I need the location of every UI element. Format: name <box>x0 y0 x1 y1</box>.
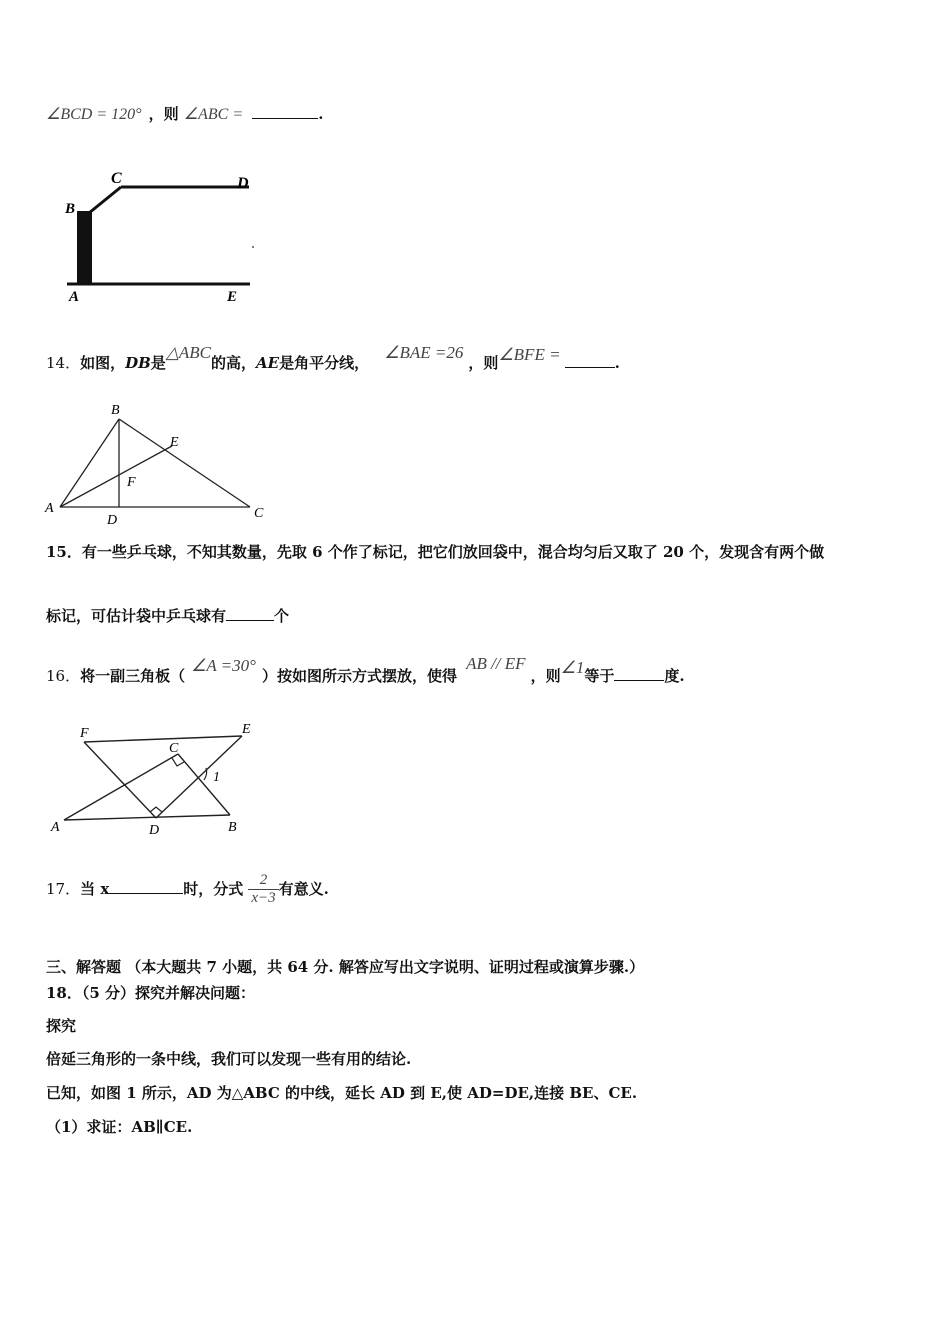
q16-line-fe <box>84 736 242 742</box>
q17-text-3: 有意义. <box>278 880 329 898</box>
q13-then: ，则 <box>148 105 179 123</box>
q18-line-4: 已知，如图 1 所示，AD 为△ABC 的中线，延长 AD 到 E,使 AD=DE,连接 BE、CE. <box>46 1084 638 1102</box>
q16-text-4: 等于 <box>584 667 615 685</box>
q17-answer-blank[interactable] <box>109 879 183 894</box>
q14-text-3: 的高， <box>211 354 257 372</box>
q16-line-cb <box>178 754 230 815</box>
q14-number: 14． <box>46 354 81 372</box>
q13-end: . <box>318 105 324 123</box>
q14-text-1: 如图， <box>80 354 126 372</box>
q14-end: . <box>614 354 620 372</box>
q14-db: DB <box>125 354 151 372</box>
q16-figure <box>48 718 263 840</box>
q18-line-5: （1）求证：AB∥CE. <box>46 1118 193 1136</box>
q16-text-2: ）按如图所示方式摆放，使得 <box>261 667 457 685</box>
q17-frac-numerator: 2 <box>248 872 278 890</box>
q18-line-3: 倍延三角形的一条中线，我们可以发现一些有用的结论. <box>46 1050 412 1068</box>
q16-label-b: B <box>228 820 237 835</box>
q16-line-ab <box>64 815 230 820</box>
q14-text-5: ，则 <box>468 354 499 372</box>
q14-text-2: 是 <box>150 354 166 372</box>
q16-text-1: 将一副三角板（ <box>80 667 186 685</box>
q18-line-1: 18．（5 分）探究并解决问题： <box>46 984 256 1002</box>
q13-pillar <box>77 211 92 285</box>
q14-angle-given: ∠BAE =26 <box>384 343 464 362</box>
q14-triangle: △ABC <box>165 343 211 362</box>
q13-text <box>46 103 323 124</box>
q16-angle-a: ∠A =30° <box>191 656 256 675</box>
q17-number: 17． <box>46 880 81 898</box>
q16-text <box>46 654 685 686</box>
q14-side-bc <box>119 419 250 507</box>
q14-bisector-ae <box>60 446 172 507</box>
q16-text-3: ，则 <box>530 667 561 685</box>
q16-parallel: AB // EF <box>466 654 526 673</box>
section-3-title: 三、解答题 （本大题共 7 小题，共 64 分. 解答应写出文字说明、证明过程或演算步骤.） <box>46 958 645 976</box>
q14-figure <box>42 400 272 528</box>
q16-line-ac <box>64 754 178 820</box>
q15-answer-blank[interactable] <box>226 606 274 621</box>
q14-label-e: E <box>170 435 179 450</box>
q16-label-c: C <box>169 741 179 756</box>
q13-answer-blank[interactable] <box>252 104 318 119</box>
q13-angle-ask: ∠ABC = <box>183 106 244 123</box>
q16-answer-blank[interactable] <box>614 666 664 681</box>
q13-segment-bc <box>89 187 121 213</box>
q16-angle-1: ∠1 <box>560 658 585 677</box>
q13-label-b: B <box>65 201 76 217</box>
q14-label-b: B <box>111 403 120 418</box>
q14-label-a: A <box>45 501 54 516</box>
q13-figure <box>55 165 270 310</box>
q16-line-fb <box>84 742 156 818</box>
q18-line-2: 探究 <box>46 1017 77 1035</box>
q17-fraction <box>248 872 278 907</box>
q17-text <box>46 872 329 907</box>
q13-angle-given: ∠BCD = 120° <box>46 106 142 123</box>
q15-line-2 <box>46 605 289 626</box>
q14-text <box>46 343 620 373</box>
q16-label-d: D <box>149 823 160 838</box>
q14-label-d: D <box>107 513 118 528</box>
q14-angle-ask: ∠BFE = <box>498 345 561 364</box>
q17-frac-denominator: x−3 <box>251 890 276 906</box>
q14-label-c: C <box>254 506 264 521</box>
q15-line-1: 15．有一些乒乓球，不知其数量，先取 6 个作了标记，把它们放回袋中，混合均匀后又取了 20 个，发现含有两个做 <box>46 543 825 561</box>
q16-text-5: 度. <box>664 667 685 685</box>
q13-label-e: E <box>227 289 238 305</box>
q13-label-c: C <box>111 170 122 187</box>
q14-text-4: 是角平分线， <box>279 354 370 372</box>
q16-label-f: F <box>80 726 89 741</box>
q14-label-f: F <box>127 475 136 490</box>
q13-label-a: A <box>69 289 80 305</box>
q16-right-angle-d <box>150 807 162 812</box>
q15-line-2b: 个 <box>274 607 290 625</box>
q17-text-2: 时，分式 <box>183 880 244 898</box>
q14-side-ab <box>60 419 119 507</box>
q16-label-e: E <box>242 722 251 737</box>
q15-line-2a: 标记，可估计袋中乒乓球有 <box>46 607 227 625</box>
q16-number: 16． <box>46 667 81 685</box>
q14-ae: AE <box>256 354 280 372</box>
q14-answer-blank[interactable] <box>565 353 615 368</box>
q16-label-a: A <box>51 820 60 835</box>
q17-text-1: 当 x <box>80 880 110 898</box>
q13-label-d: D <box>237 175 249 192</box>
q16-label-1: 1 <box>213 770 220 785</box>
q16-angle-1-arc <box>204 768 207 780</box>
q13-dot <box>252 246 254 248</box>
